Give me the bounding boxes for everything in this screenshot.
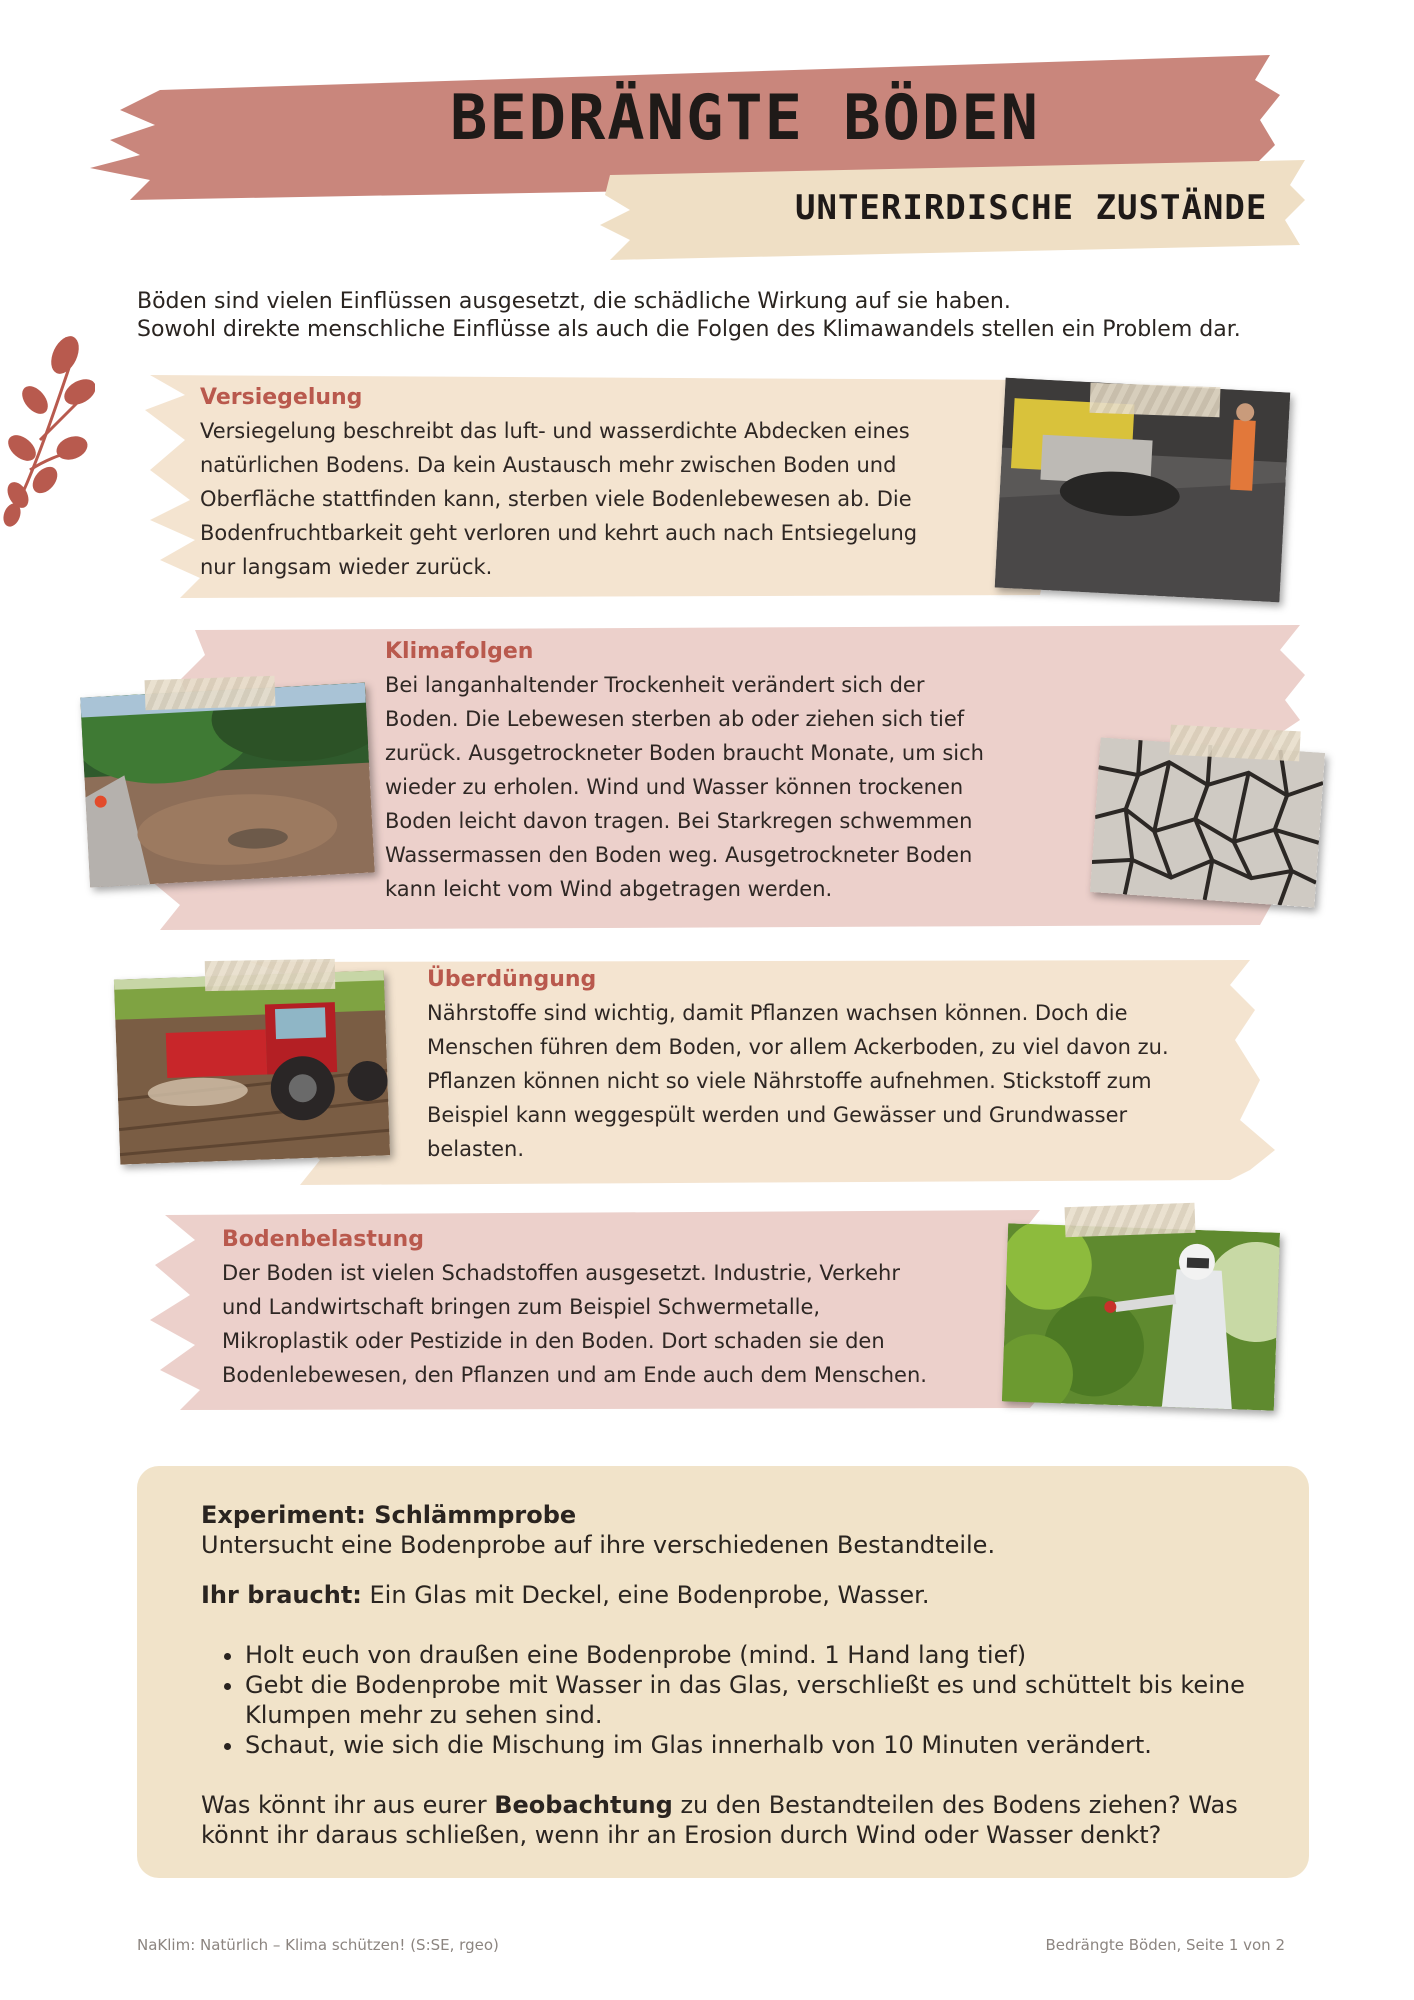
section-versiegelung xyxy=(200,382,1000,584)
section-line: Mikroplastik oder Pestizide in den Boden. Dort schaden sie den xyxy=(222,1329,885,1353)
needs-label: Ihr braucht: xyxy=(201,1581,362,1609)
section-line: Pflanzen können nicht so viele Nährstoffe aufnehmen. Stickstoff zum xyxy=(427,1069,1152,1093)
section-line: Beispiel kann weggespült werden und Gewässer und Grundwasser xyxy=(427,1103,1128,1127)
list-item: • Holt euch von draußen eine Bodenprobe (mind. 1 Hand lang tief) xyxy=(245,1640,1261,1670)
experiment-title: Experiment: Schlämmprobe xyxy=(201,1501,577,1529)
page-title: BEDRÄNGTE BÖDEN xyxy=(450,81,1040,154)
photo-mudslide xyxy=(80,683,375,888)
section-line: Versiegelung beschreibt das luft- und wasserdichte Abdecken eines xyxy=(200,419,910,443)
photo-tape xyxy=(1090,383,1221,418)
section-klimafolgen xyxy=(385,636,1105,906)
photo-tape xyxy=(145,676,276,711)
section-line: Boden. Die Lebewesen sterben ab oder ziehen sich tief xyxy=(385,707,965,731)
question-pre: Was könnt ihr aus eurer xyxy=(201,1791,495,1819)
experiment-steps xyxy=(201,1640,1261,1760)
photo-dry-cracked-soil xyxy=(1090,737,1325,907)
section-line: Wassermassen den Boden weg. Ausgetrockneter Boden xyxy=(385,843,973,867)
section-line: Nährstoffe sind wichtig, damit Pflanzen wachsen können. Doch die xyxy=(427,1001,1128,1025)
section-heading: Klimafolgen xyxy=(385,639,534,664)
section-heading: Bodenbelastung xyxy=(222,1227,424,1252)
question-bold: Beobachtung xyxy=(494,1791,673,1819)
section-bodenbelastung xyxy=(222,1224,1012,1392)
section-line: kann leicht vom Wind abgetragen werden. xyxy=(385,877,833,901)
footer-left: NaKlim: Natürlich – Klima schützen! (S:SE, rgeo) xyxy=(137,1936,499,1954)
footer-right: Bedrängte Böden, Seite 1 von 2 xyxy=(1045,1936,1285,1954)
section-line: belasten. xyxy=(427,1137,525,1161)
list-item: • Schaut, wie sich die Mischung im Glas innerhalb von 10 Minuten verändert. xyxy=(245,1730,1261,1760)
needs-text: Ein Glas mit Deckel, eine Bodenprobe, Wasser. xyxy=(361,1581,930,1609)
section-line: Boden leicht davon tragen. Bei Starkregen schwemmen xyxy=(385,809,973,833)
section-line: natürlichen Bodens. Da kein Austausch mehr zwischen Boden und xyxy=(200,453,897,477)
section-line: Bodenlebewesen, den Pflanzen und am Ende auch dem Menschen. xyxy=(222,1363,927,1387)
section-ueberduengung xyxy=(427,964,1247,1166)
section-line: Oberfläche stattfinden kann, sterben viele Bodenlebewesen ab. Die xyxy=(200,487,912,511)
section-line: wieder zu erholen. Wind und Wasser können trockenen xyxy=(385,775,964,799)
list-item: • Gebt die Bodenprobe mit Wasser in das Glas, verschließt es und schüttelt bis keine Klumpen mehr zu sehen sind. xyxy=(245,1670,1261,1730)
experiment-box xyxy=(137,1466,1309,1878)
section-heading: Versiegelung xyxy=(200,385,363,410)
question-post: zu den Bestandteilen des Bodens ziehen? Was könnt ihr daraus schließen, wenn ihr an Erosion durch Wind oder Wasser denkt? xyxy=(201,1791,1238,1849)
section-line: Menschen führen dem Boden, vor allem Ackerboden, zu viel davon zu. xyxy=(427,1035,1169,1059)
page-subtitle: UNTERIRDISCHE ZUSTÄNDE xyxy=(795,188,1268,228)
section-line: und Landwirtschaft bringen zum Beispiel Schwermetalle, xyxy=(222,1295,821,1319)
intro-line-1: Böden sind vielen Einflüssen ausgesetzt, die schädliche Wirkung auf sie haben. xyxy=(137,289,1011,314)
experiment-needs xyxy=(201,1580,1261,1610)
section-body xyxy=(222,1256,1012,1392)
section-line: Bodenfruchtbarkeit geht verloren und kehrt auch nach Entsiegelung xyxy=(200,521,918,545)
photo-pesticide-spraying xyxy=(1002,1223,1280,1410)
section-body xyxy=(200,414,1000,584)
intro-line-2: Sowohl direkte menschliche Einflüsse als auch die Folgen des Klimawandels stellen ein Problem dar. xyxy=(137,317,1241,342)
photo-tape xyxy=(1065,1203,1196,1238)
experiment-intro: Untersucht eine Bodenprobe auf ihre verschiedenen Bestandteile. xyxy=(201,1531,996,1559)
section-line: Der Boden ist vielen Schadstoffen ausgesetzt. Industrie, Verkehr xyxy=(222,1261,900,1285)
section-line: nur langsam wieder zurück. xyxy=(200,555,493,579)
section-line: Bei langanhaltender Trockenheit verändert sich der xyxy=(385,673,925,697)
section-heading: Überdüngung xyxy=(427,967,597,992)
photo-tractor-fertilizer xyxy=(114,970,390,1164)
experiment-question xyxy=(201,1790,1261,1850)
section-body xyxy=(427,996,1247,1166)
section-body xyxy=(385,668,1105,906)
section-line: zurück. Ausgetrockneter Boden braucht Monate, um sich xyxy=(385,741,984,765)
photo-tape xyxy=(205,959,336,991)
